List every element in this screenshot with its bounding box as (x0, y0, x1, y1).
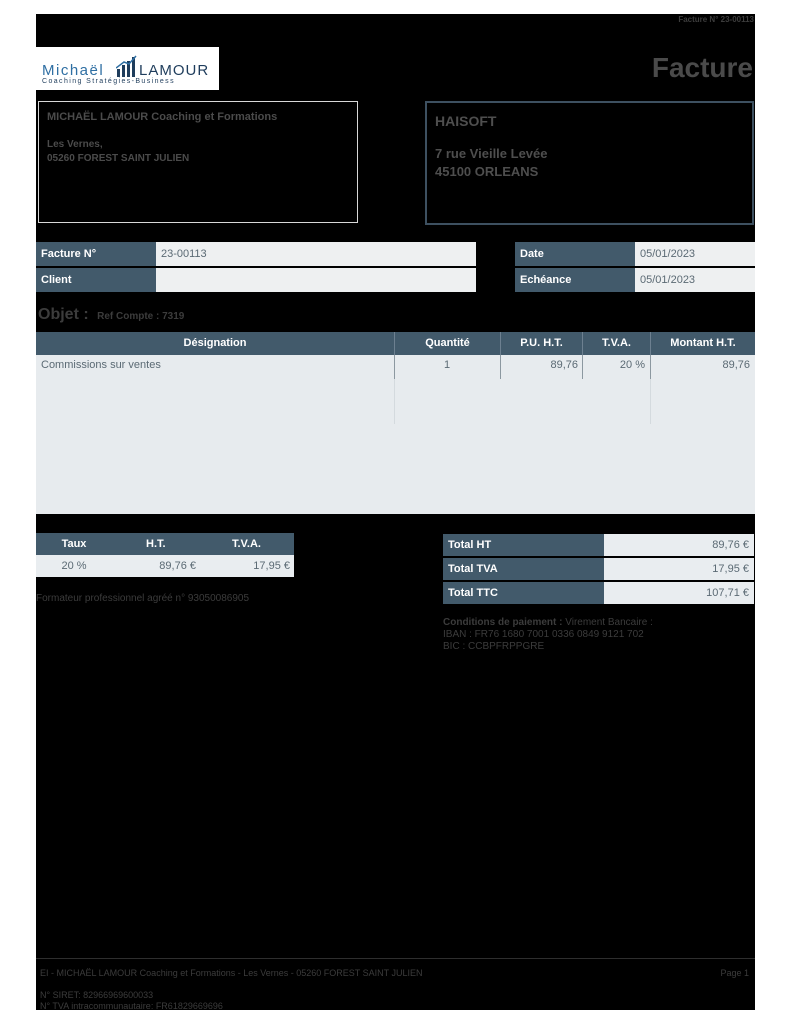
footer-divider (36, 958, 755, 959)
col-header-quantity: Quantité (394, 332, 500, 355)
total-ht-label: Total HT (443, 534, 604, 556)
payment-bic: BIC : CCBPFRPPGRE (443, 641, 545, 652)
due-date-value: 05/01/2023 (635, 268, 755, 292)
logo-first-name: Michaël (42, 62, 105, 79)
total-tva-label: Total TVA (443, 558, 604, 580)
date-value: 05/01/2023 (635, 242, 755, 266)
invoice-number-label: Facture N° (36, 242, 156, 266)
item-amount: 89,76 (722, 359, 750, 371)
client-address-box (425, 101, 754, 225)
vat-summary-tva: 17,95 € (202, 555, 294, 577)
client-value (156, 268, 476, 292)
client-label: Client (36, 268, 156, 292)
column-divider (650, 379, 651, 424)
footer-siret: N° SIRET: 82966969600033 (40, 990, 154, 1000)
logo-last-name: LAMOUR (139, 62, 210, 79)
footer-page-number: Page 1 (720, 968, 749, 978)
client-name: HAISOFT (435, 113, 497, 129)
vat-summary-rate-header: Taux (36, 533, 112, 555)
total-ttc-value: 107,71 € (604, 582, 754, 604)
vat-summary-ht-header: H.T. (112, 533, 202, 555)
col-header-unit-price: P.U. H.T. (500, 332, 582, 355)
payment-conditions (443, 617, 653, 653)
total-tva-value: 17,95 € (604, 558, 754, 580)
invoice-page (36, 14, 755, 1010)
logo-tagline: Coaching Stratégies-Business (42, 78, 175, 85)
bar-chart-logo-icon (116, 55, 137, 77)
client-address-line2: 45100 ORLEANS (435, 164, 539, 179)
payment-method: Virement Bancaire : (565, 617, 653, 628)
sender-address-box (38, 101, 358, 223)
object-line (38, 306, 184, 324)
client-address-line1: 7 rue Vieille Levée (435, 146, 548, 161)
object-label: Objet : (38, 306, 89, 323)
sender-address-line2: 05260 FOREST SAINT JULIEN (47, 153, 190, 164)
col-header-designation: Désignation (36, 332, 394, 355)
payment-iban: IBAN : FR76 1680 7001 0336 0849 9121 702 (443, 629, 644, 640)
date-label: Date (515, 242, 635, 266)
items-table-body (36, 355, 755, 514)
total-ttc-label: Total TTC (443, 582, 604, 604)
company-logo (36, 47, 219, 90)
training-agreement-note: Formateur professionnel agréé n° 93050086905 (36, 593, 250, 604)
vat-summary-tva-header: T.V.A. (202, 533, 294, 555)
col-header-amount: Montant H.T. (650, 332, 755, 355)
payment-label: Conditions de paiement : (443, 617, 563, 628)
item-vat: 20 % (619, 359, 645, 371)
footer-address: EI - MICHAËL LAMOUR Coaching et Formations - Les Vernes - 05260 FOREST SAINT JULIEN (40, 968, 423, 978)
object-reference: Ref Compte : 7319 (97, 311, 185, 322)
col-header-vat: T.V.A. (582, 332, 650, 355)
item-quantity: 1 (443, 359, 451, 371)
total-ht-value: 89,76 € (604, 534, 754, 556)
due-date-label: Echéance (515, 268, 635, 292)
sender-address-line1: Les Vernes, (47, 139, 103, 150)
footer-vat-number: N° TVA intracommunautaire: FR61829669696 (40, 1001, 223, 1011)
column-divider (394, 379, 395, 424)
invoice-number-value: 23-00113 (156, 242, 476, 266)
item-unit-price: 89,76 (550, 359, 578, 371)
vat-summary-ht: 89,76 € (112, 555, 202, 577)
item-designation: Commissions sur ventes (41, 359, 161, 371)
document-title: Facture (651, 52, 753, 83)
header-invoice-ref: Facture N° 23-00113 (678, 15, 754, 24)
vat-summary-rate: 20 % (36, 555, 112, 577)
sender-name: MICHAËL LAMOUR Coaching et Formations (47, 111, 278, 123)
